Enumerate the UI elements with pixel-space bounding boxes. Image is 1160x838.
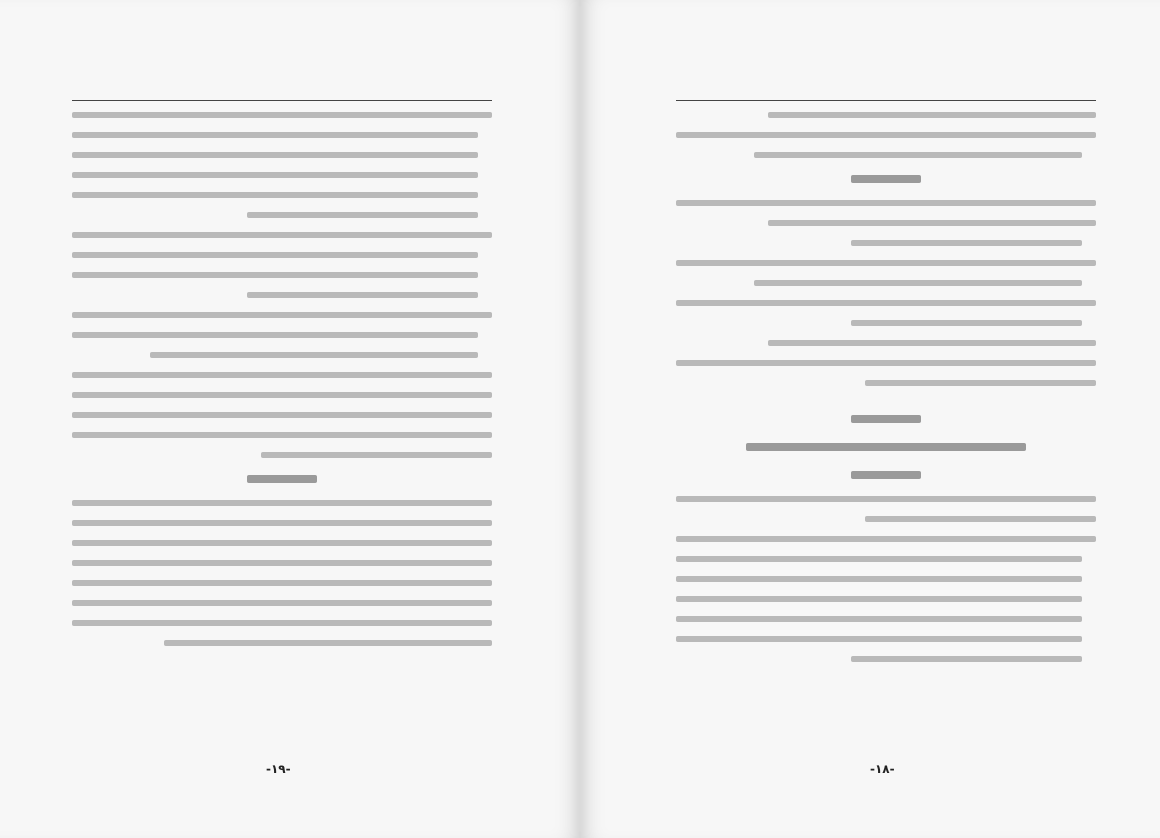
text-line: [72, 312, 492, 318]
text-line: [72, 392, 492, 398]
text-line: [72, 252, 478, 258]
text-line: [851, 240, 1082, 246]
text-line: [754, 152, 1082, 158]
text-line: [676, 132, 1096, 138]
chapter-five-title: [676, 440, 1096, 454]
text-line: [247, 292, 478, 298]
text-line: [676, 496, 1096, 502]
text-line: [768, 340, 1096, 346]
text-line: [676, 300, 1096, 306]
left-page-body: [72, 112, 492, 660]
text-line: [676, 596, 1082, 602]
text-line: [865, 516, 1096, 522]
text-line: [150, 352, 478, 358]
article-19-heading: [676, 468, 1096, 482]
text-line: [865, 380, 1096, 386]
text-line: [768, 112, 1096, 118]
text-line: [676, 260, 1096, 266]
text-line: [676, 556, 1082, 562]
text-line: [676, 200, 1096, 206]
left-clause-2: [72, 112, 492, 218]
text-line: [72, 112, 492, 118]
text-line: [676, 536, 1096, 542]
text-line: [72, 272, 478, 278]
right-page-body: [676, 112, 1096, 676]
left-article-20-body: [72, 500, 492, 646]
right-page-number: -١٨-: [870, 762, 895, 776]
right-page-header: [676, 78, 1096, 101]
text-line: [851, 656, 1082, 662]
text-line: [72, 560, 492, 566]
text-line: [676, 576, 1082, 582]
text-line: [72, 412, 492, 418]
text-line: [72, 432, 492, 438]
text-line: [72, 372, 492, 378]
text-line: [676, 360, 1096, 366]
text-line: [851, 320, 1082, 326]
article-20-heading: [72, 472, 492, 486]
left-page-number: -١٩-: [266, 762, 291, 776]
text-line: [72, 520, 492, 526]
text-line: [754, 280, 1082, 286]
text-line: [72, 620, 492, 626]
text-line: [72, 580, 492, 586]
text-line: [676, 636, 1082, 642]
text-line: [72, 332, 478, 338]
left-clause-3: [72, 232, 492, 298]
text-line: [676, 616, 1082, 622]
text-line: [261, 452, 492, 458]
text-line: [72, 500, 492, 506]
text-line: [72, 540, 492, 546]
text-line: [164, 640, 492, 646]
left-page-header: [72, 78, 492, 101]
text-line: [72, 232, 492, 238]
right-page: [580, 0, 1160, 838]
text-line: [72, 172, 478, 178]
article-18-heading: [676, 172, 1096, 186]
text-line: [72, 152, 478, 158]
text-line: [72, 600, 492, 606]
text-line: [72, 192, 478, 198]
left-clause-4: [72, 312, 492, 358]
text-line: [247, 212, 478, 218]
text-line: [72, 132, 478, 138]
text-line: [768, 220, 1096, 226]
left-general-paragraph: [72, 372, 492, 458]
chapter-five-heading: [676, 412, 1096, 426]
